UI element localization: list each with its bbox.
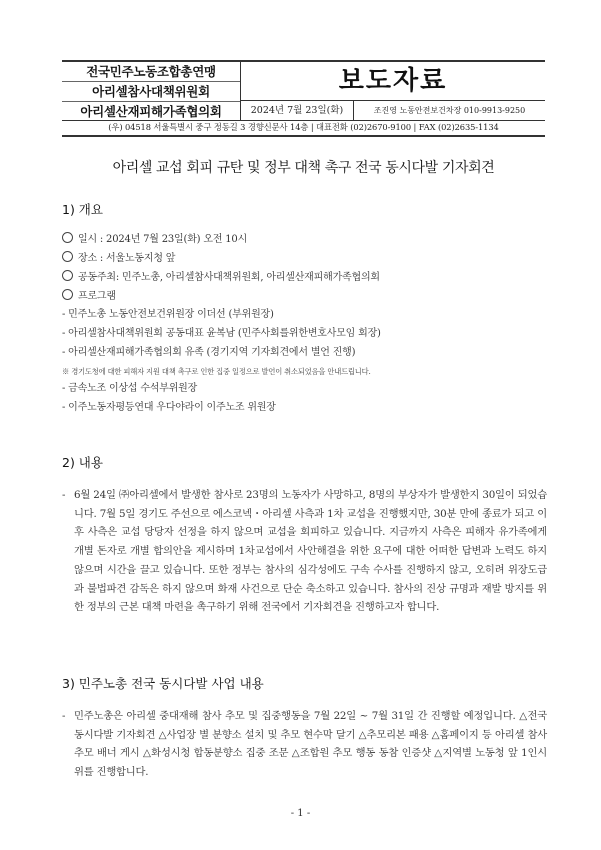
program-item: - 아리셀참사대책위원회 공동대표 윤복남 (민주사회를위한변호사모임 회장) [62, 328, 381, 339]
overview-item: 일시 : 2024년 7월 23일(화) 오전 10시 [62, 232, 247, 247]
program-item: - 민주노총 노동안전보건위원장 이더선 (부위원장) [62, 309, 274, 320]
org-aricell-families: 아리셀산재피해가족협의회 [80, 104, 222, 119]
overview-item: 장소 : 서울노동지청 앞 [62, 251, 175, 266]
overview-item: 공동주최: 민주노총, 아리셀참사대책위원회, 아리셀산재피해가족협의회 [62, 270, 380, 285]
header-box [62, 60, 545, 121]
program-item: - 아리셀산재피해가족협의회 유족 (경기지역 기자회견에서 별언 진행) [62, 347, 356, 358]
page-number: - 1 - [290, 808, 311, 819]
address-line: (우) 04518 서울특별시 중구 정동길 3 경향신문사 14층 | 대표전화 (02)2670-9100 | FAX (02)2635-1134 [62, 120, 545, 137]
org-aricell-committee: 아리셀참사대책위원회 [62, 82, 240, 102]
circle-bullet-icon [62, 289, 73, 300]
section-2-heading: 2) 내용 [62, 455, 103, 470]
press-release-title: 보도자료 [241, 62, 545, 101]
circle-bullet-icon [62, 270, 73, 281]
org-kctu: 전국민주노동조합총연맹 [62, 62, 240, 82]
section-1-heading: 1) 개요 [62, 202, 103, 217]
contact-info: 조진영 노동안전보건차장 010-9913-9250 [373, 106, 526, 115]
section-2-body: - 6월 24일 ㈜아리셀에서 발생한 참사로 23명의 노동자가 사망하고, 8명의 부상자가 발생한지 30일이 되었습니다. 7월 5일 경기도 주선으로 에스코넥・아리셀 사측과 1차 교섭을 진행했지만, 30분 만에 종료가 되고 이후 사측은 교섭 당당자 선정을 하지 않으며 교섭을 회피하고 있습니다. 지금까지 사측은 피해자 유가족에게 개별 돈자로 개별 합의안을 제시하며 1차교섭에서 사안해결을 위한 요구에 대한 어떠한 답변과 노력도 하지 않으며 시간을 끌고 있습니다. 또한 정부는 참사의 심각성에도 구속 수사를 진행하지 않고, 오히려 위장도급과 불법파견 감독은 하지 않으며 화재 사건으로 단순 축소하고 있습니다. 참사의 진상 규명과 재발 방지를 위한 정부의 근본 대책 마련을 촉구하기 위해 전국에서 기자회견을 진행하고자 합니다. [62, 489, 547, 614]
program-note: ※ 경기도청에 대한 피해자 지원 대책 촉구로 인한 집중 일정으로 발언이 취소되었음을 안내드립니다. [62, 367, 371, 376]
circle-bullet-icon [62, 232, 73, 243]
organization-list [62, 62, 241, 120]
section-3-body: - 민주노총은 아리셀 중대재해 참사 추모 및 집중행동을 7월 22일 ~ 7월 31일 간 진행할 예정입니다. △전국 동시다발 기자회견 △사업장 별 분향소 설치 및 추모 현수막 달기 △추모리본 패용 △홈페이지 등 아리셀 참사 추모 배너 게시 △화성시청 합동분향소 집중 조문 △조합원 추모 행동 동참 인증샷 △지역별 노동청 앞 1인시위를 진행합니다. [62, 710, 547, 779]
document-title: 아리셀 교섭 회피 규탄 및 정부 대책 촉구 전국 동시다발 기자회견 [112, 160, 495, 176]
overview-item: 프로그램 [62, 289, 116, 304]
program-item: - 금속노조 이상섭 수석부위원장 [62, 383, 198, 394]
program-item: - 이주노동자평등연대 우다야라이 이주노조 위원장 [62, 402, 276, 413]
section-3-heading: 3) 민주노총 전국 동시다발 사업 내용 [62, 676, 264, 691]
circle-bullet-icon [62, 251, 73, 262]
release-date: 2024년 7월 23일(화) [241, 101, 354, 120]
